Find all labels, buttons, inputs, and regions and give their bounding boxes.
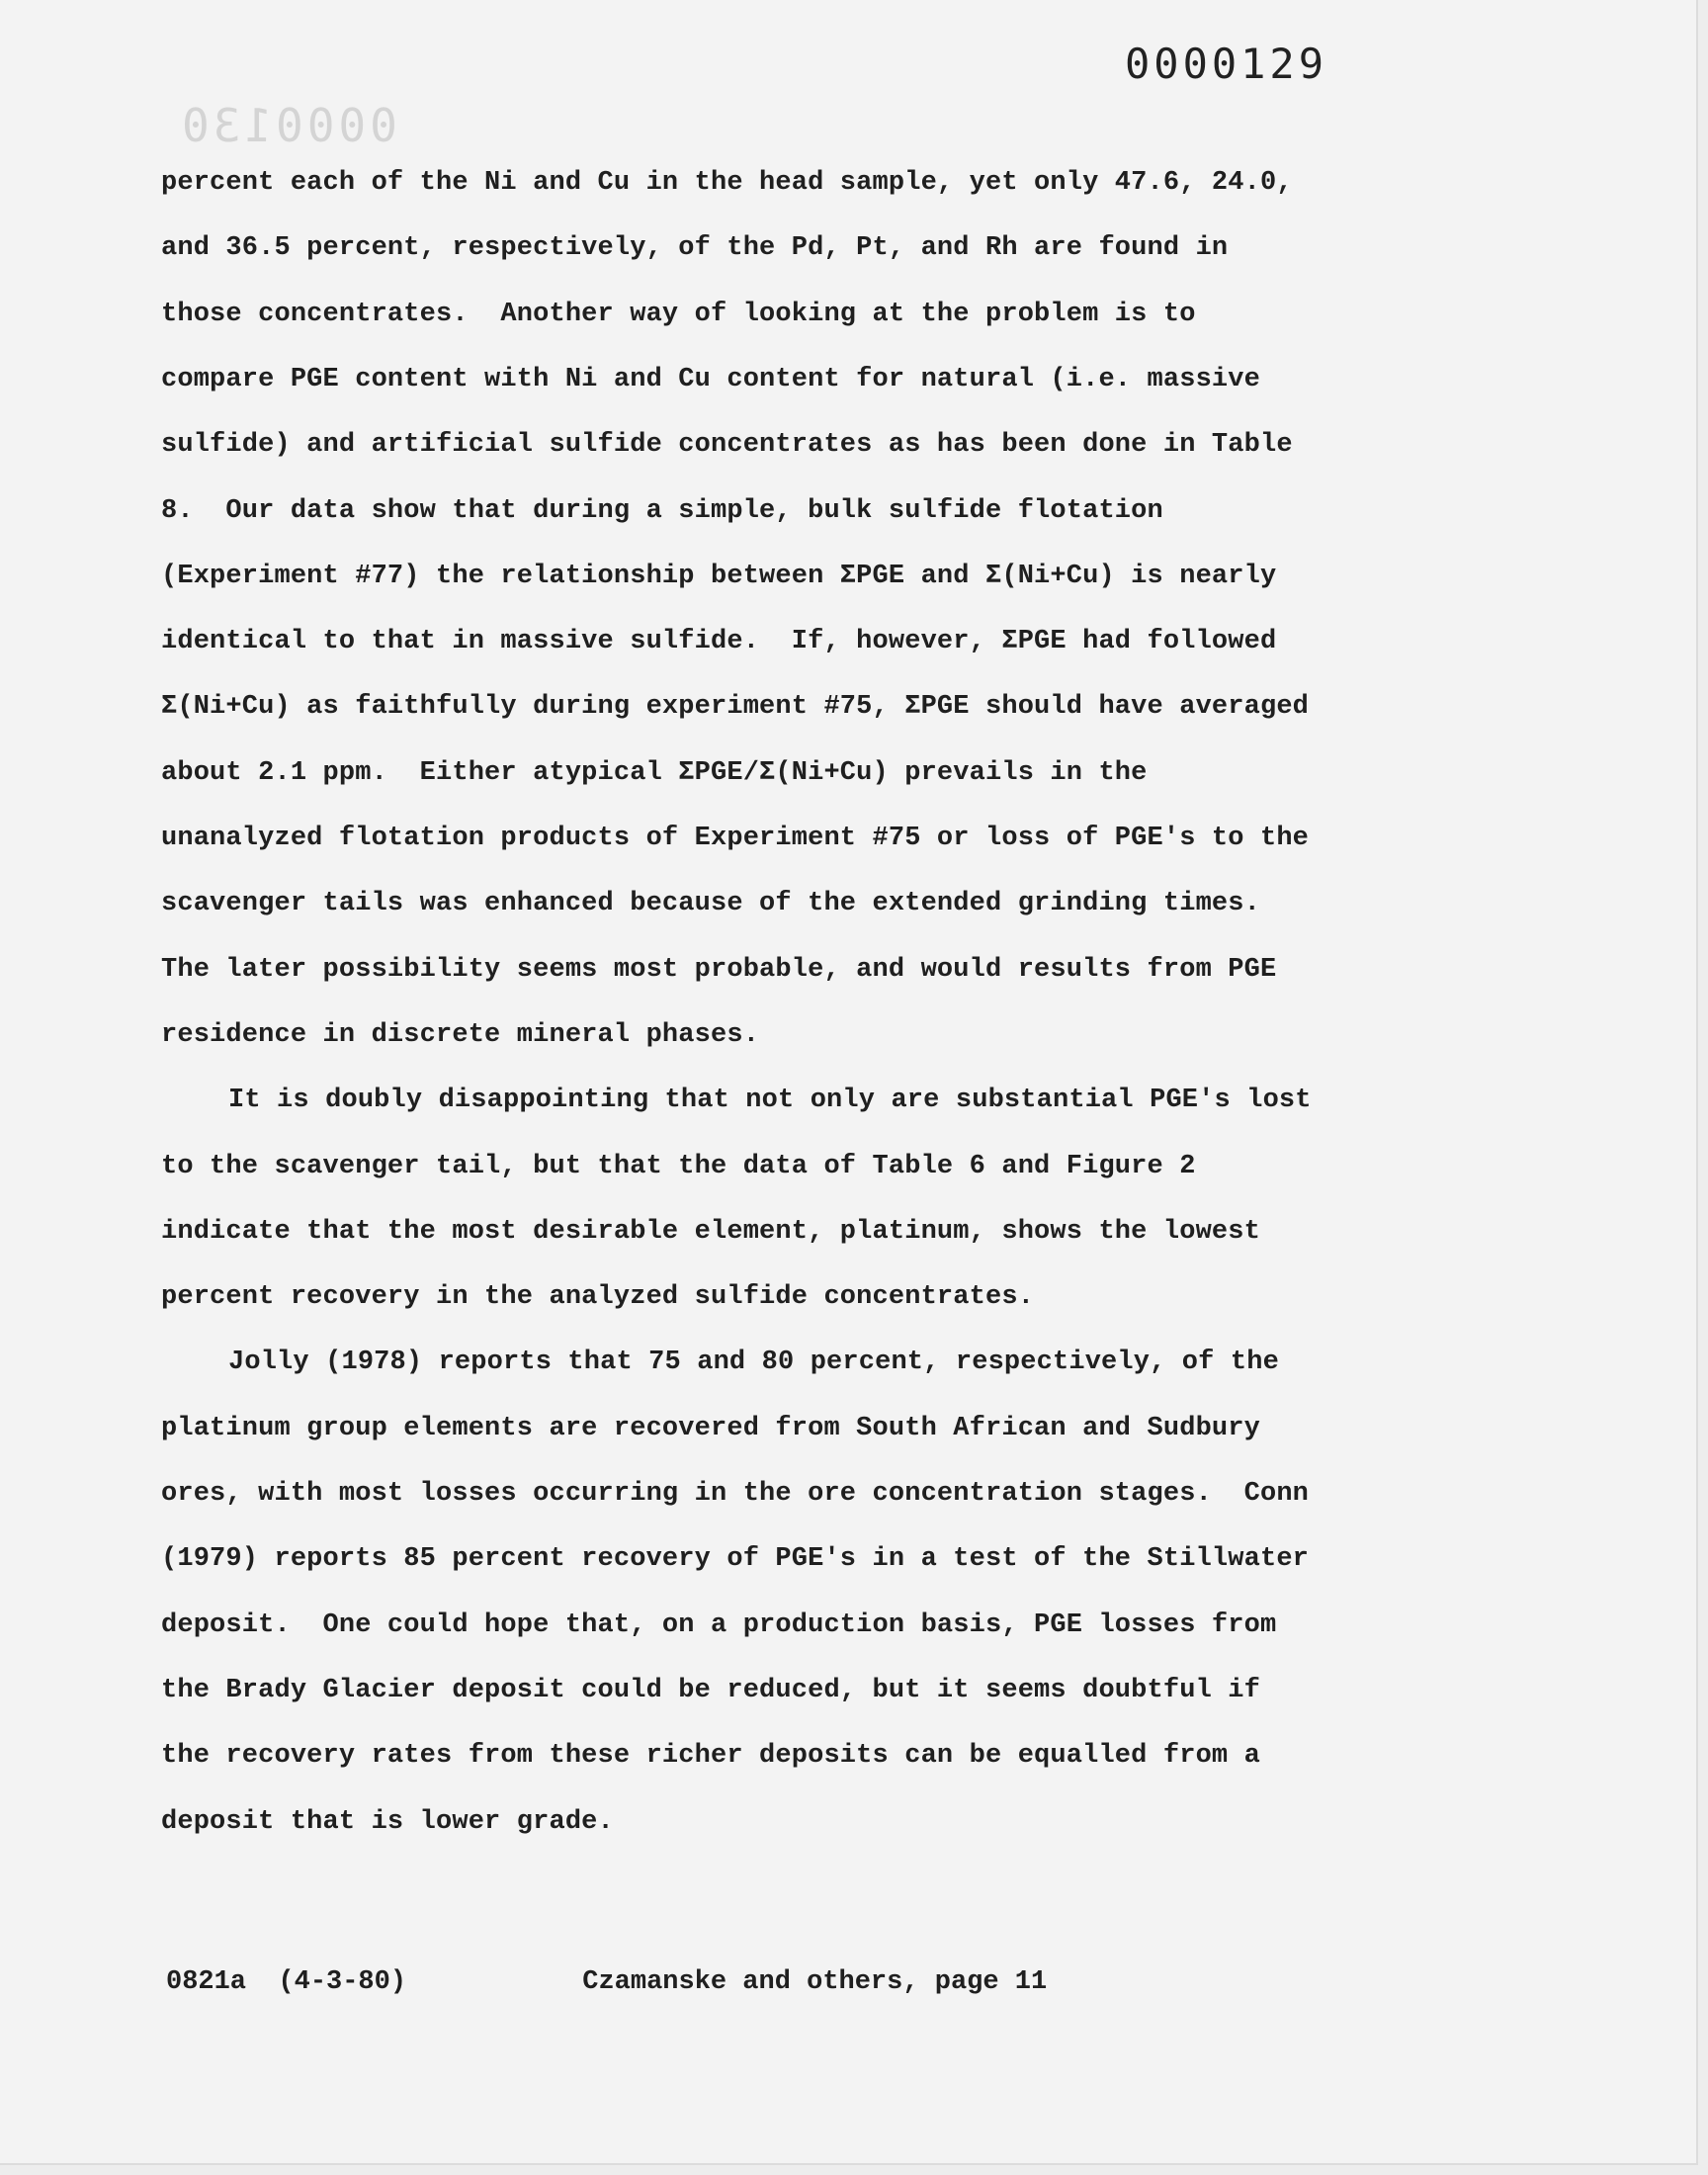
text-line: Jolly (1978) reports that 75 and 80 percent, respectively, of the [228, 1348, 1279, 1378]
text-line: the Brady Glacier deposit could be reduced, but it seems doubtful if [161, 1675, 1260, 1705]
text-line: The later possibility seems most probable, and would results from PGE [161, 954, 1277, 985]
text-line: deposit. One could hope that, on a production basis, PGE losses from [161, 1610, 1277, 1640]
text-line: about 2.1 ppm. Either atypical ΣPGE/Σ(Ni+Cu) prevails in the [161, 757, 1148, 788]
footer-credit: Czamanske and others, page 11 [582, 1967, 1048, 1997]
text-line: percent each of the Ni and Cu in the head sample, yet only 47.6, 24.0, [161, 168, 1293, 198]
text-line: sulfide) and artificial sulfide concentrates as has been done in Table [161, 430, 1293, 461]
text-line: indicate that the most desirable element, platinum, shows the lowest [161, 1216, 1260, 1247]
text-line: Σ(Ni+Cu) as faithfully during experiment #75, ΣPGE should have averaged [161, 692, 1310, 723]
text-line: percent recovery in the analyzed sulfide concentrates. [161, 1282, 1035, 1313]
text-line: deposit that is lower grade. [161, 1806, 614, 1837]
text-line: scavenger tails was enhanced because of the extended grinding times. [161, 889, 1260, 919]
text-line: (Experiment #77) the relationship between ΣPGE and Σ(Ni+Cu) is nearly [161, 561, 1277, 591]
text-line: unanalyzed flotation products of Experiment #75 or loss of PGE's to the [161, 824, 1310, 853]
text-line: It is doubly disappointing that not only are substantial PGE's lost [228, 1086, 1312, 1116]
footer-code: 0821a [166, 1967, 247, 1997]
text-line: (1979) reports 85 percent recovery of PGE's in a test of the Stillwater [161, 1544, 1310, 1575]
page-stamp-number: 0000129 [1125, 40, 1328, 88]
page-footer [166, 1967, 1047, 1997]
footer-date: (4-3-80) [278, 1967, 407, 1997]
text-line: those concentrates. Another way of looking at the problem is to [161, 299, 1196, 329]
text-line: compare PGE content with Ni and Cu content for natural (i.e. massive [161, 364, 1260, 394]
text-line: 8. Our data show that during a simple, bulk sulfide flotation [161, 495, 1163, 526]
text-line: and 36.5 percent, respectively, of the Pd, Pt, and Rh are found in [161, 233, 1229, 264]
bleed-through-stamp: 0000130 [178, 99, 397, 152]
text-line: to the scavenger tail, but that the data of Table 6 and Figure 2 [161, 1151, 1196, 1181]
text-line: platinum group elements are recovered from South African and Sudbury [161, 1413, 1260, 1443]
text-line: the recovery rates from these richer deposits can be equalled from a [161, 1741, 1260, 1772]
text-line: identical to that in massive sulfide. If, however, ΣPGE had followed [161, 627, 1277, 657]
text-line: residence in discrete mineral phases. [161, 1019, 760, 1050]
text-line: ores, with most losses occurring in the ore concentration stages. Conn [161, 1479, 1310, 1509]
